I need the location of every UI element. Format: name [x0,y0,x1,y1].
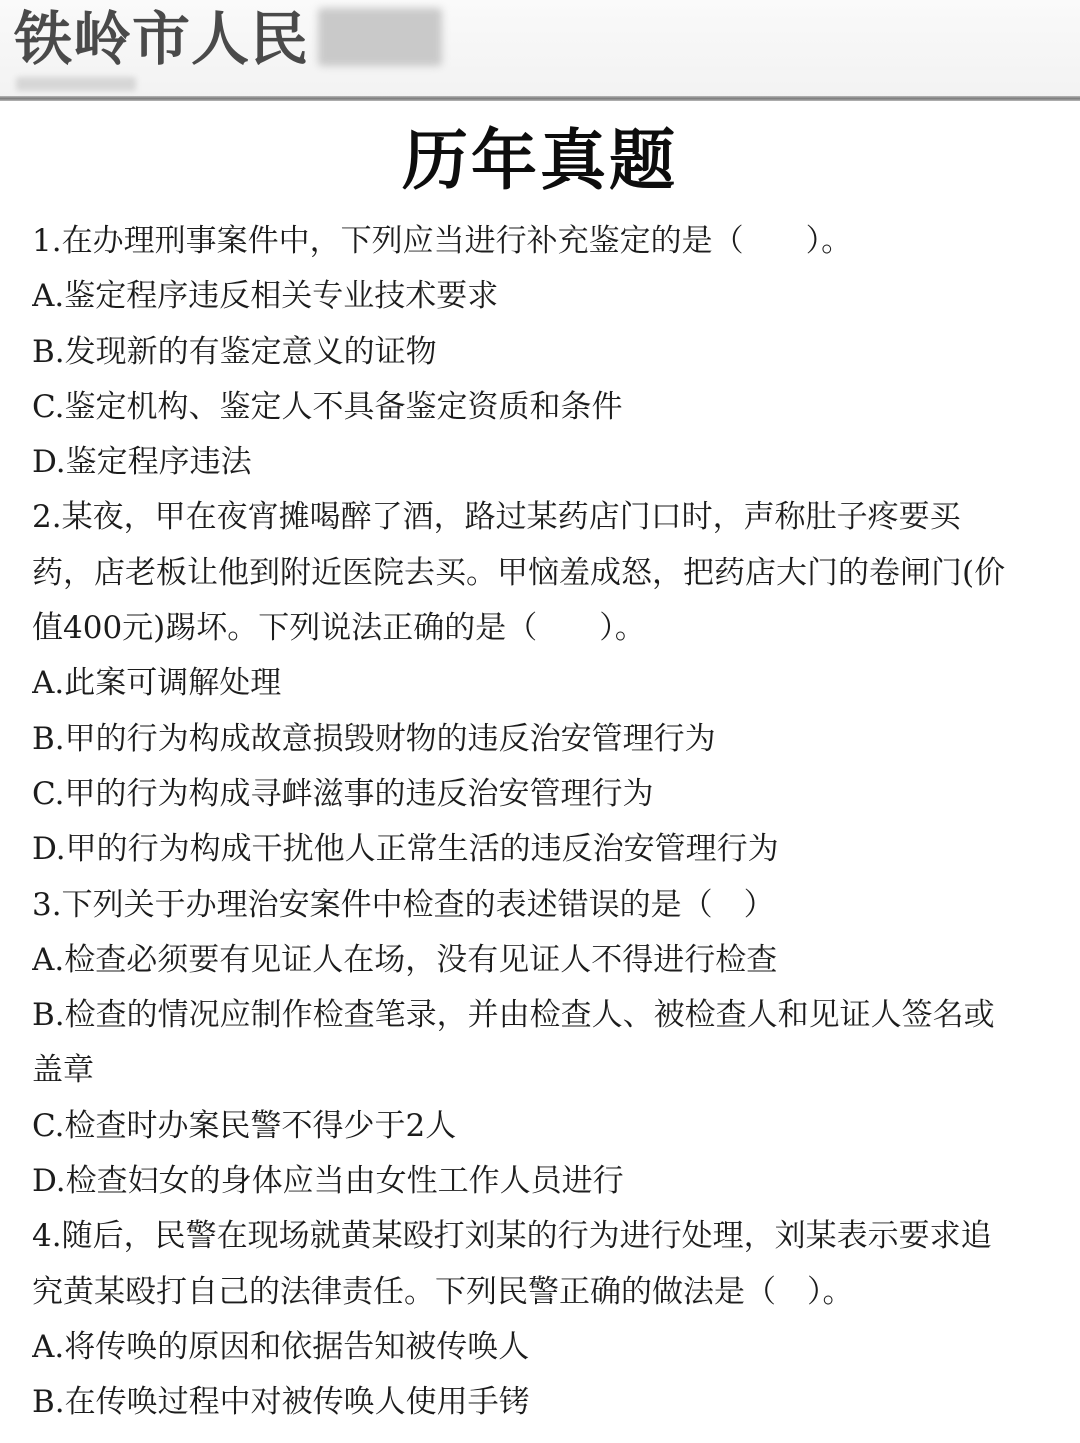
option-line: A.鉴定程序违反相关专业技术要求 [32,278,499,315]
option-line: C.鉴定机构、鉴定人不具备鉴定资质和条件 [32,388,623,425]
question-line: 究黄某殴打自己的法律责任。下列民警正确的做法是（ ）。 [32,1273,854,1310]
question-line: 2.某夜，甲在夜宵摊喝醉了酒，路过某药店门口时，声称肚子疼要买 [32,499,961,536]
question-list [32,214,1062,1431]
option-line: B.检查的情况应制作检查笔录，并由检查人、被检查人和见证人签名或 [32,997,995,1034]
option-line: B.甲的行为构成故意损毁财物的违反治安管理行为 [32,720,716,757]
question-line: 值400元)踢坏。下列说法正确的是（ ）。 [32,610,646,647]
blurred-subtitle [16,77,136,91]
option-line: D.甲的行为构成干扰他人正常生活的违反治安管理行为 [32,831,779,868]
blurred-brand-text [318,8,442,66]
question-line: 1.在办理刑事案件中，下列应当进行补充鉴定的是（ ）。 [32,223,853,259]
option-line: A.此案可调解处理 [32,665,282,702]
option-line: D.检查妇女的身体应当由女性工作人员进行 [32,1163,624,1200]
option-line: B.在传唤过程中对被传唤人使用手铐 [32,1384,530,1421]
option-line: A.将传唤的原因和依据告知被传唤人 [32,1328,530,1365]
question-line: 3.下列关于办理治安案件中检查的表述错误的是（ ） [32,886,775,923]
option-line: B.发现新的有鉴定意义的证物 [32,333,437,370]
brand-text: 铁岭市人民 [14,5,310,73]
option-line: A.检查必须要有见证人在场，没有见证人不得进行检查 [32,941,778,978]
page-title: 历年真题 [402,121,678,199]
header-divider [0,96,1080,101]
option-line: C.检查时办案民警不得少于2人 [32,1107,457,1144]
question-line: 药，店老板让他到附近医院去买。甲恼羞成怒，把药店大门的卷闸门(价 [32,554,1006,591]
header-banner [0,0,1080,100]
option-line: 盖章 [32,1052,94,1089]
option-line: C.甲的行为构成寻衅滋事的违反治安管理行为 [32,775,654,812]
question-line: 4.随后，民警在现场就黄某殴打刘某的行为进行处理，刘某表示要求追 [32,1218,992,1255]
option-line: D.鉴定程序违法 [32,444,252,481]
